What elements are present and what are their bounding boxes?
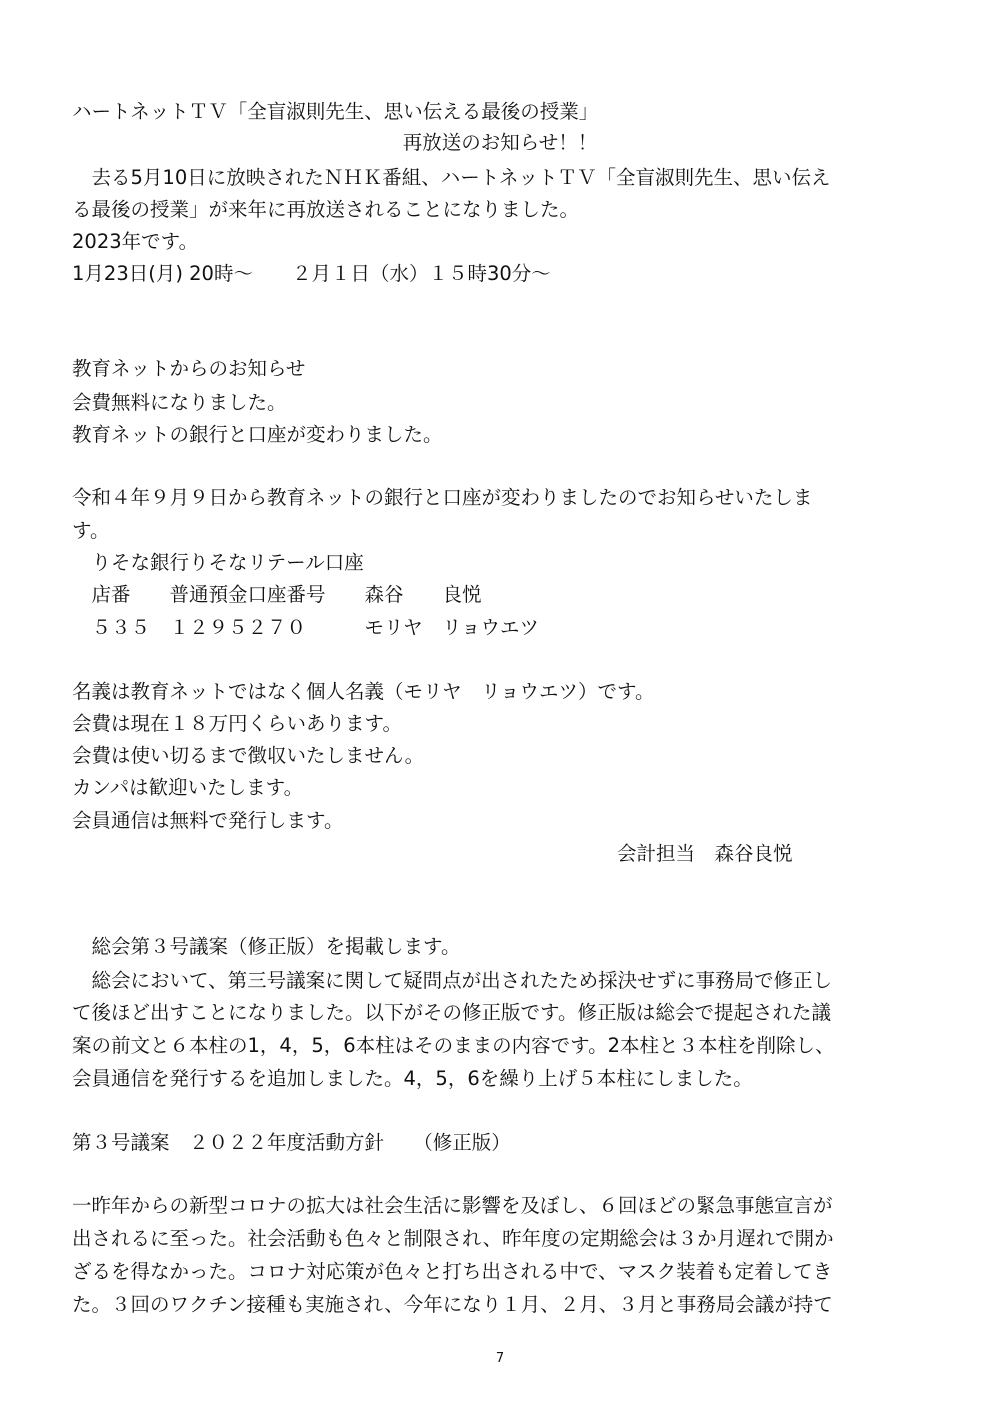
account-note-4: カンパは歓迎いたします。 [72, 776, 304, 799]
bank-values: ５３５ １２９５２７０ モリヤ リョウエツ [72, 616, 540, 639]
rebroadcast-year: 2023年です。 [72, 230, 199, 253]
proposal-line-3: 案の前文と６本柱の1，4，5，6本柱はそのままの内容です。2本柱と３本柱を削除し、 [72, 1034, 835, 1057]
proposal-line-1: 総会において、第三号議案に関して疑問点が出されたため採決せずに事務局で修正し [72, 969, 833, 992]
account-note-1: 名義は教育ネットではなく個人名義（モリヤ リョウエツ）です。 [72, 680, 655, 703]
account-note-5: 会員通信は無料で発行します。 [72, 809, 344, 832]
policy-line-1: 一昨年からの新型コロナの拡大は社会生活に影響を及ぼし、６回ほどの緊急事態宣言が [72, 1194, 833, 1217]
account-note-3: 会費は使い切るまで徴収いたしません。 [72, 744, 425, 767]
broadcast-subtitle: 再放送のお知らせ！！ [402, 131, 598, 154]
rebroadcast-line-1: 去る5月10日に放映されたＮＨＫ番組、ハートネットＴＶ「全盲淑則先生、思い伝え [72, 166, 831, 189]
policy-line-3: ざるを得なかった。コロナ対応策が色々と打ち出される中で、マスク装着も定着してき [72, 1260, 833, 1283]
notice-announce-1: 令和４年９月９日から教育ネットの銀行と口座が変わりましたのでお知らせいたしま [72, 486, 813, 509]
bank-name: りそな銀行りそなリテール口座 [72, 551, 364, 574]
notice-fee-free: 会費無料になりました。 [72, 391, 287, 414]
notice-heading: 教育ネットからのお知らせ [72, 357, 306, 380]
rebroadcast-line-2: る最後の授業」が来年に再放送されることになりました。 [72, 198, 580, 221]
signature: 会計担当 森谷良悦 [617, 842, 793, 865]
notice-announce-2: す。 [72, 519, 110, 542]
policy-title: 第３号議案 ２０２２年度活動方針 （修正版） [72, 1131, 511, 1154]
broadcast-title: ハートネットＴＶ「全盲淑則先生、思い伝える最後の授業」 [72, 100, 599, 123]
policy-line-2: 出されるに至った。社会活動も色々と制限され、昨年度の定期総会は３か月遅れで開か [72, 1227, 834, 1250]
notice-bank-changed: 教育ネットの銀行と口座が変わりました。 [72, 423, 443, 446]
page-number: 7 [495, 1351, 505, 1366]
proposal-line-2: て後ほど出すことになりました。以下がその修正版です。修正版は総会で提起された議 [72, 1001, 831, 1024]
bank-headers: 店番 普通預金口座番号 森谷 良悦 [72, 583, 482, 606]
policy-line-4: た。３回のワクチン接種も実施され、今年になり１月、２月、３月と事務局会議が持て [72, 1293, 833, 1316]
proposal-intro: 総会第３号議案（修正版）を掲載します。 [72, 935, 461, 958]
rebroadcast-dates: 1月23日(月) 20時～ ２月１日（水）１５時30分～ [72, 262, 551, 285]
account-note-2: 会費は現在１８万円くらいあります。 [72, 712, 402, 735]
proposal-line-4: 会員通信を発行するを追加しました。4，5，6を繰り上げ５本柱にしました。 [72, 1067, 753, 1090]
